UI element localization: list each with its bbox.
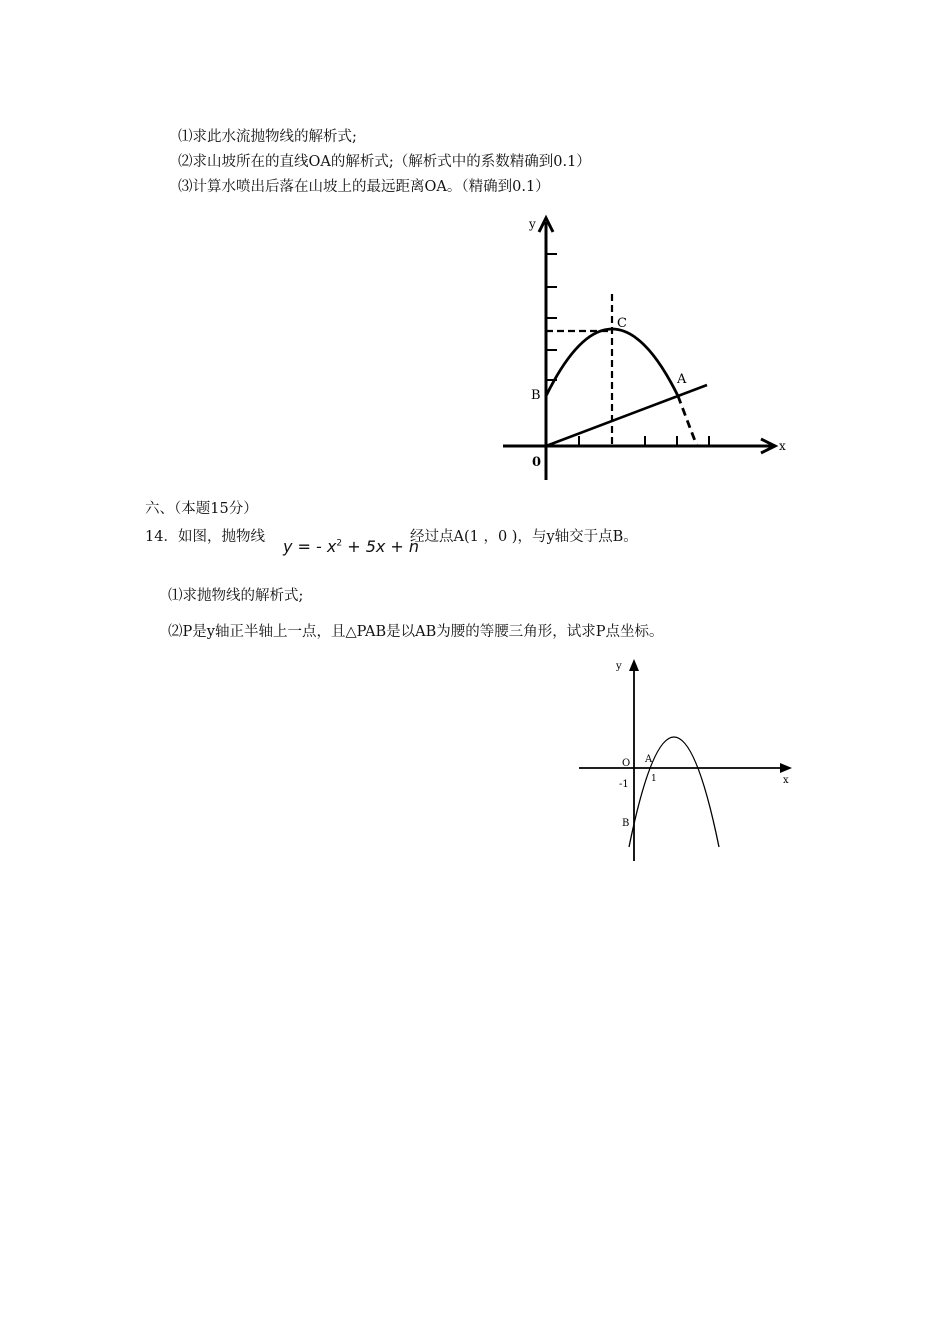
section-heading: 六、（本题15分） [145, 501, 258, 517]
p13-origin-label: 0 [532, 455, 542, 470]
p14-question-1: ⑴求抛物线的解析式; [168, 588, 304, 604]
p13-point-c-label: C [617, 316, 627, 331]
p13-y-label: y [529, 217, 536, 231]
p13-question-2: ⑵求山坡所在的直线OA的解析式;（解析式中的系数精确到0.1） [178, 154, 591, 170]
p13-point-b-label: B [531, 388, 541, 403]
p13-question-3: ⑶计算水喷出后落在山坡上的最远距离OA。（精确到0.1） [178, 179, 550, 195]
p13-point-a-label: A [677, 372, 687, 387]
p14-x-label: x [783, 775, 789, 786]
p13-x-label: x [779, 439, 786, 453]
p14-tick-minus-one-label: -1 [619, 779, 629, 790]
p14-y-label: y [616, 661, 622, 672]
p14-tick-one-label: 1 [651, 774, 657, 784]
p14-point-a-label: A [645, 754, 653, 765]
p14-point-b-label: B [622, 818, 630, 829]
p14-intro-start: 14．如图，抛物线 [145, 529, 265, 545]
p14-origin-label: O [622, 758, 631, 769]
p14-formula-text: y = - $x^2 + 5x + n$ [283, 537, 420, 556]
p14-formula [283, 537, 419, 556]
p13-figure [495, 210, 795, 490]
p14-figure [574, 655, 804, 865]
p14-question-2: ⑵P是y轴正半轴上一点，且△PAB是以AB为腰的等腰三角形，试求P点坐标。 [168, 624, 664, 640]
p13-question-1: ⑴求此水流抛物线的解析式; [178, 129, 357, 145]
p14-intro-end: 经过点A(1 ，0 )，与y轴交于点B。 [410, 529, 638, 545]
